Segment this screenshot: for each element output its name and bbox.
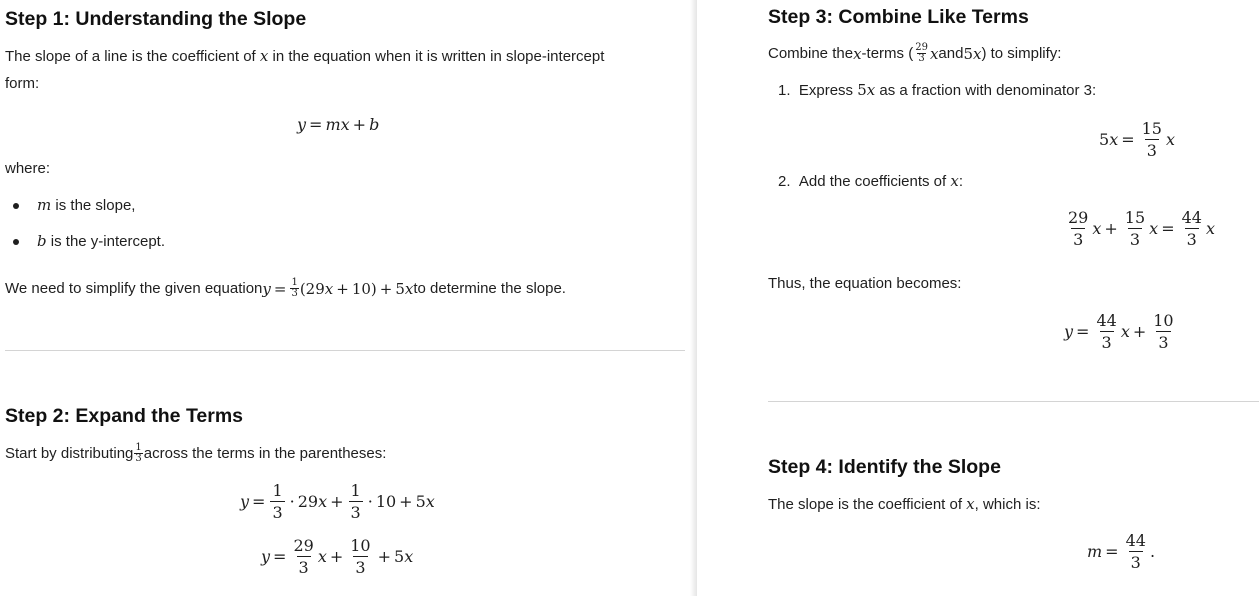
item1-five: 5 <box>857 81 867 99</box>
eq3-y: y <box>1064 322 1074 341</box>
eq1-x2: x <box>1165 130 1176 149</box>
result-m: m <box>1087 542 1103 561</box>
thus-text: Thus, the equation becomes: <box>768 275 962 292</box>
bullet-marker <box>13 239 19 245</box>
line2-plus1: + <box>329 547 344 566</box>
item1-text-b: as a fraction with denominator 3: <box>875 82 1097 99</box>
formula-x: x <box>340 115 350 134</box>
slope-intercept-formula <box>297 115 379 134</box>
step3-equation-3 <box>1064 311 1178 352</box>
bullet-var-b: b <box>37 232 47 250</box>
eq3-frac1: $\frac{44}{3}$ <box>1096 311 1117 352</box>
given-text-a: We need to simplify the given equation <box>5 280 263 297</box>
bullet-text-slope: is the slope, <box>51 197 136 214</box>
eq1-five: 5 <box>1099 130 1110 149</box>
eq3-plus: + <box>1132 322 1147 341</box>
step3-intro-text-a: Combine the <box>768 45 854 62</box>
step3-intro-text-b: -terms ( <box>861 45 914 62</box>
expansion-line-1 <box>240 481 435 522</box>
step3-intro-five: 5 <box>963 44 973 63</box>
eq2-frac2: $\frac{15}{3}$ <box>1124 208 1146 249</box>
line1-y: y <box>240 492 250 511</box>
given-frac: $\frac{1}{3}$ <box>291 277 298 299</box>
slope-result <box>1087 531 1155 572</box>
eq2-frac3: $\frac{44}{3}$ <box>1181 208 1202 249</box>
line1-c2: 10 <box>375 492 397 511</box>
given-plus: + <box>336 279 349 298</box>
given-ten: 10) <box>351 279 377 298</box>
item2-text-b: : <box>958 173 963 190</box>
bullet-marker <box>13 203 19 209</box>
step4-text-a: The slope is the coefficient of <box>768 496 967 513</box>
eq1-eq: = <box>1121 130 1135 149</box>
formula-plus: + <box>352 115 367 134</box>
line1-frac1: $\frac{1}{3}$ <box>272 481 283 522</box>
line1-eq: = <box>252 492 266 511</box>
given-y: y <box>262 279 271 298</box>
right-panel <box>696 0 1259 596</box>
bullet-var-m: m <box>37 196 52 214</box>
eq1-frac: $\frac{15}{3}$ <box>1141 119 1162 160</box>
given-plus2: + <box>379 279 393 298</box>
line2-eq: = <box>273 547 287 566</box>
formula-y: y <box>297 115 307 134</box>
bullet-item-slope <box>37 196 135 214</box>
line1-dot2: · <box>367 492 373 511</box>
section-divider <box>5 350 685 351</box>
step3-item-1 <box>778 81 1096 99</box>
step3-intro <box>768 43 1061 64</box>
step3-equation-2 <box>1064 208 1215 249</box>
line1-plus1: + <box>330 492 344 511</box>
step1-intro-text-a: The slope of a line is the coefficient of <box>5 48 260 65</box>
given-paren: (29 <box>299 279 325 298</box>
step3-intro-frac: $\frac{29}{3}$ <box>915 42 928 64</box>
line2-frac2: $\frac{10}{3}$ <box>350 536 371 577</box>
formula-eq: = <box>309 115 323 134</box>
line1-x3: x <box>425 492 435 511</box>
result-frac: $\frac{44}{3}$ <box>1125 531 1146 572</box>
step4-text <box>768 495 1041 513</box>
step4-heading: Step 4: Identify the Slope <box>768 456 1001 478</box>
step3-intro-text-d: ) to simplify: <box>981 45 1062 62</box>
formula-b: b <box>369 115 380 134</box>
eq2-eq: = <box>1161 219 1175 238</box>
step3-heading: Step 3: Combine Like Terms <box>768 6 1029 28</box>
given-equation-sentence <box>5 278 566 299</box>
item2-text-a: Add the coefficients of <box>798 173 951 190</box>
eq2-x1: x <box>1092 219 1102 238</box>
line2-x1: x <box>317 547 327 566</box>
eq3-eq: = <box>1076 322 1090 341</box>
step3-item-2 <box>778 172 963 190</box>
step3-equation-1 <box>1099 119 1175 160</box>
step3-intro-var: x <box>853 44 862 63</box>
result-eq: = <box>1105 542 1119 561</box>
step3-intro-text-c: and <box>938 45 964 62</box>
bullet-item-intercept <box>37 232 165 250</box>
line2-y: y <box>261 547 271 566</box>
item2-x: x <box>950 172 959 190</box>
line1-c1: 29 <box>297 492 319 511</box>
eq2-frac1: $\frac{29}{3}$ <box>1068 208 1089 249</box>
eq3-x: x <box>1120 322 1130 341</box>
step1-intro-var: x <box>259 47 269 65</box>
line1-c3: 5 <box>415 492 426 511</box>
given-text-b: to determine the slope. <box>413 280 566 297</box>
section-divider <box>768 401 1259 402</box>
step3-intro-x2: x <box>972 44 982 63</box>
eq3-frac2: $\frac{10}{3}$ <box>1153 311 1174 352</box>
step1-intro-line2: form: <box>5 75 40 92</box>
step2-intro-frac: $\frac{1}{3}$ <box>135 442 142 464</box>
result-period: . <box>1149 542 1156 561</box>
line2-frac1: $\frac{29}{3}$ <box>293 536 314 577</box>
item1-x: x <box>866 81 876 99</box>
line2-c3: 5 <box>394 547 405 566</box>
step1-intro-text-b: in the equation when it is written in slope-intercept <box>268 48 605 65</box>
step2-intro-text-a: Start by distributing <box>5 445 134 462</box>
given-eq: = <box>273 279 287 298</box>
bullet-text-intercept: is the y-intercept. <box>46 233 165 250</box>
where-label: where: <box>5 160 51 177</box>
eq2-x2: x <box>1149 219 1159 238</box>
step4-text-b: , which is: <box>974 496 1041 513</box>
line1-frac2: $\frac{1}{3}$ <box>350 481 361 522</box>
line1-x1: x <box>318 492 328 511</box>
step2-heading: Step 2: Expand the Terms <box>5 405 244 427</box>
item2-number: 2. <box>778 173 791 190</box>
item1-text-a: Express <box>798 82 858 99</box>
step2-intro-text-b: across the terms in the parentheses: <box>143 445 387 462</box>
step3-intro-x: x <box>929 44 939 63</box>
step1-intro-line1 <box>5 47 604 65</box>
given-x2: x <box>404 279 414 298</box>
item1-number: 1. <box>778 82 791 99</box>
expansion-line-2 <box>261 536 413 577</box>
line2-plus2: + <box>377 547 392 566</box>
line1-plus2: + <box>399 492 413 511</box>
formula-m: m <box>325 115 341 134</box>
step4-x: x <box>966 495 975 513</box>
eq2-x3: x <box>1205 219 1215 238</box>
eq2-plus: + <box>1104 219 1118 238</box>
line2-x3: x <box>404 547 414 566</box>
line1-dot1: · <box>289 492 295 511</box>
step1-heading: Step 1: Understanding the Slope <box>5 8 307 30</box>
step2-intro <box>5 443 386 464</box>
given-five: 5 <box>395 279 405 298</box>
eq1-x: x <box>1109 130 1119 149</box>
given-x: x <box>324 279 334 298</box>
